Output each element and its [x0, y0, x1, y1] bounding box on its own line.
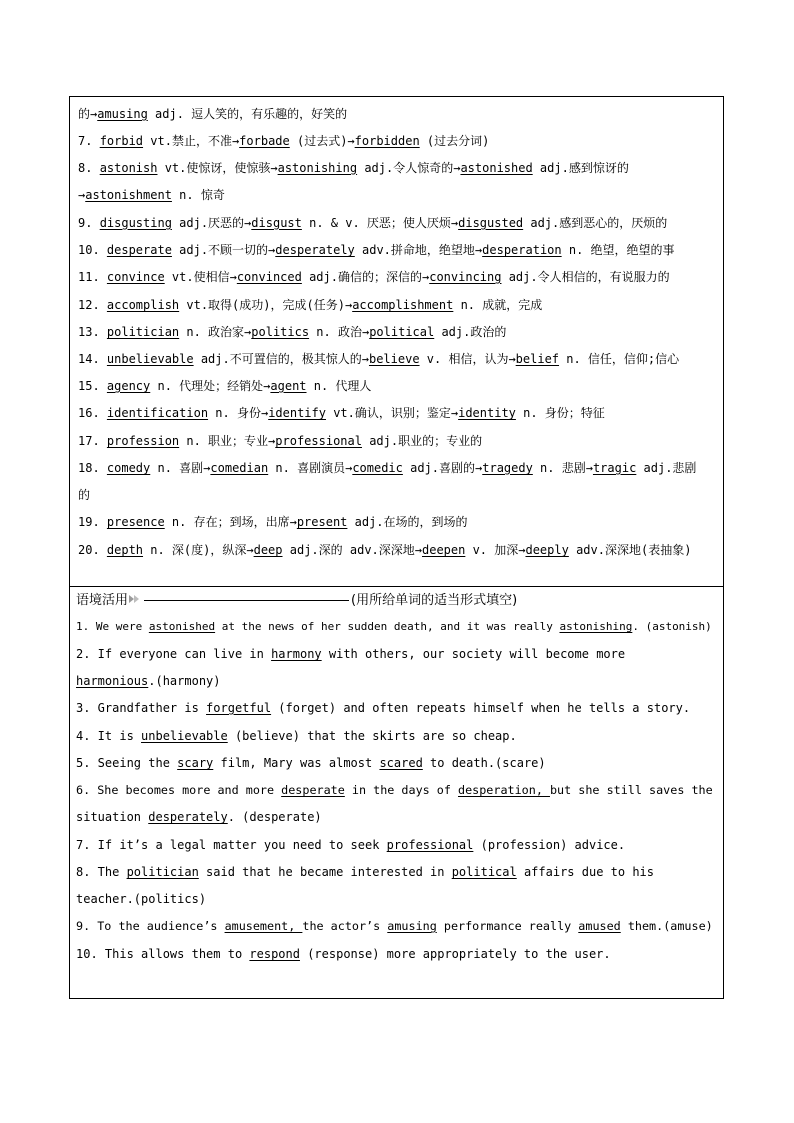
vocab-line [78, 458, 719, 478]
vocab-text: adj.喜剧的→ [402, 461, 483, 475]
answer-word: believe [368, 352, 420, 366]
exercise-text: (believe) that the skirts are so cheap. [227, 729, 517, 743]
answer-word: astonished [460, 161, 533, 175]
vocab-text: 16. [78, 406, 107, 420]
vocab-line [78, 185, 719, 205]
vocab-line [78, 485, 719, 505]
vocab-line [78, 104, 719, 124]
answer-word: disgusted [458, 216, 524, 230]
exercise-line [76, 862, 719, 882]
exercise-text: 2. If everyone can live in [76, 647, 272, 661]
vocab-text: n. 职业；专业→ [179, 434, 276, 448]
vocab-text: adj.悲剧 [636, 461, 697, 475]
exercise-text: . (desperate) [227, 810, 322, 824]
exercise-text: 1. We were [76, 620, 149, 633]
vocabulary-box [69, 96, 724, 587]
answer-word: astonishing [559, 620, 633, 633]
exercise-text: (response) more appropriately to the user. [299, 947, 611, 961]
exercise-line [76, 780, 719, 800]
exercise-line [76, 889, 719, 909]
answer-word: amused [578, 919, 621, 933]
exercise-box [69, 587, 724, 999]
answer-word: deepen [422, 543, 466, 557]
exercise-text: 10. This allows them to [76, 947, 250, 961]
answer-word: tragic [592, 461, 637, 475]
vocab-text: n. 喜剧→ [150, 461, 211, 475]
exercise-text: with others, our society will become more [321, 647, 626, 661]
vocab-text: vt.禁止，不准→ [143, 134, 240, 148]
double-arrow-icon [128, 592, 142, 606]
answer-word: desperately [275, 243, 355, 257]
exercise-text: the actor’s [302, 919, 388, 933]
vocab-line [78, 403, 719, 423]
exercise-line [76, 916, 719, 936]
vocab-text: 17. [78, 434, 107, 448]
exercise-text: performance really [436, 919, 579, 933]
vocab-text: adj.政治的 [434, 325, 507, 339]
vocab-line [78, 512, 719, 532]
exercise-text: said that he became interested in [198, 865, 452, 879]
answer-word: scared [379, 756, 423, 770]
vocab-text: 的→ [78, 107, 98, 121]
answer-word: desperate [106, 243, 172, 257]
exercise-text: film, Mary was almost [213, 756, 380, 770]
vocab-text: adj.感到惊讶的 [532, 161, 629, 175]
vocab-text: adj.在场的，到场的 [347, 515, 468, 529]
exercise-line [76, 835, 719, 855]
answer-word: convince [106, 270, 165, 284]
answer-word: present [296, 515, 348, 529]
vocab-text: adj.深的 adv.深深地→ [282, 543, 422, 557]
exercise-line [76, 753, 719, 773]
exercise-line [76, 617, 719, 637]
vocab-text: n. & v. 厌恶；使人厌烦→ [301, 216, 459, 230]
answer-word: agent [270, 379, 307, 393]
answer-word: tragedy [482, 461, 533, 475]
vocab-text: n. 悲剧→ [532, 461, 593, 475]
exercise-text: 4. It is [76, 729, 142, 743]
exercise-text: 5. Seeing the [76, 756, 178, 770]
exercise-text: affairs due to his [516, 865, 655, 879]
answer-word: belief [515, 352, 560, 366]
answer-word: politics [251, 325, 310, 339]
vocab-text: n. 代理处；经销处→ [150, 379, 271, 393]
vocab-text: adv.拼命地，绝望地→ [354, 243, 483, 257]
answer-word: harmonious [76, 674, 149, 688]
vocab-text: n. 政治家→ [179, 325, 252, 339]
exercise-text: 8. The [76, 865, 127, 879]
exercise-text: situation [76, 810, 149, 824]
vocab-text: vt.使相信→ [164, 270, 237, 284]
answer-word: amusing [387, 919, 437, 933]
answer-word: scary [177, 756, 214, 770]
answer-word: desperately [148, 810, 228, 824]
answer-word: respond [249, 947, 300, 961]
vocab-line [78, 322, 719, 342]
vocab-text: n. 喜剧演员→ [268, 461, 353, 475]
vocab-text: 的 [78, 488, 91, 502]
vocab-text: n. 存在；到场，出席→ [164, 515, 297, 529]
vocab-text: → [78, 188, 86, 202]
answer-word: harmony [271, 647, 322, 661]
answer-word: forbidden [354, 134, 420, 148]
answer-word: astonish [99, 161, 158, 175]
exercise-text: at the news of her sudden death, and it was really [215, 620, 560, 633]
answer-word: amusement, [224, 919, 303, 933]
answer-word: convincing [429, 270, 502, 284]
vocab-text: 14. [78, 352, 107, 366]
vocab-text: v. 相信，认为→ [419, 352, 516, 366]
vocab-text: (过去式)→ [289, 134, 355, 148]
vocab-text: 18. [78, 461, 107, 475]
answer-word: agency [106, 379, 151, 393]
answer-word: identification [106, 406, 209, 420]
answer-word: comedian [210, 461, 269, 475]
vocab-line [78, 131, 719, 151]
exercise-line [76, 807, 719, 827]
vocab-text: 9. [78, 216, 100, 230]
exercise-text: 7. If it’s a legal matter you need to seek [76, 838, 387, 852]
exercise-text: teacher.(politics) [76, 892, 207, 906]
vocab-text: n. 身份；特征 [515, 406, 605, 420]
vocab-line [78, 267, 719, 287]
answer-word: disgust [251, 216, 302, 230]
answer-word: profession [106, 434, 180, 448]
exercise-line [76, 644, 719, 664]
vocab-text: n. 信任，信仰;信心 [559, 352, 680, 366]
answer-word: depth [106, 543, 144, 557]
vocab-text: 10. [78, 243, 107, 257]
section-instruction: (用所给单词的适当形式填空) [351, 593, 518, 608]
vocab-line [78, 295, 719, 315]
vocab-text: 12. [78, 298, 107, 312]
vocab-text: 15. [78, 379, 107, 393]
answer-word: professional [275, 434, 362, 448]
answer-word: desperation [482, 243, 562, 257]
answer-word: professional [386, 838, 474, 852]
vocab-text: n. 成就，完成 [453, 298, 543, 312]
exercise-line [76, 698, 719, 718]
answer-word: politician [106, 325, 180, 339]
answer-word: convinced [236, 270, 302, 284]
vocab-text: 8. [78, 161, 100, 175]
answer-word: astonishing [277, 161, 358, 175]
vocab-line [78, 349, 719, 369]
vocab-line [78, 213, 719, 233]
answer-word: desperate [281, 783, 345, 797]
exercise-text: .(harmony) [148, 674, 221, 688]
exercise-text: them.(amuse) [620, 919, 713, 933]
vocab-text: adj. 逗人笑的，有乐趣的，好笑的 [147, 107, 348, 121]
vocab-text: 20. [78, 543, 107, 557]
exercise-text: but she still saves the [549, 783, 713, 797]
exercise-line [76, 726, 719, 746]
answer-word: forbade [239, 134, 290, 148]
section-heading [76, 591, 517, 611]
heading-rule [144, 600, 349, 601]
vocab-text: vt.确认，识别；鉴定→ [325, 406, 459, 420]
answer-word: unbelievable [141, 729, 228, 743]
vocab-text: n. 政治→ [309, 325, 370, 339]
exercise-text: 3. Grandfather is [76, 701, 207, 715]
vocab-text: 11. [78, 270, 107, 284]
answer-word: unbelievable [106, 352, 194, 366]
section-title: 语境活用 [76, 593, 129, 608]
vocab-text: n. 惊奇 [171, 188, 225, 202]
vocab-text: adv.深深地(表抽象) [568, 543, 692, 557]
vocab-text: n. 绝望，绝望的事 [561, 243, 675, 257]
vocab-line [78, 240, 719, 260]
vocab-text: adj.不可置信的，极其惊人的→ [193, 352, 369, 366]
vocab-text: v. 加深→ [465, 543, 526, 557]
answer-word: accomplish [106, 298, 180, 312]
vocab-text: n. 代理人 [306, 379, 372, 393]
vocab-text: adj.不顾一切的→ [171, 243, 276, 257]
exercise-text: (profession) advice. [473, 838, 626, 852]
vocab-text: n. 身份→ [208, 406, 269, 420]
vocab-line [78, 540, 719, 560]
exercise-text: (forget) and often repeats himself when he tells a story. [271, 701, 691, 715]
answer-word: identify [268, 406, 326, 420]
vocab-text: 19. [78, 515, 107, 529]
vocab-text: adj.令人惊奇的→ [357, 161, 461, 175]
answer-word: amusing [97, 107, 148, 121]
vocab-text: adj.令人相信的，有说服力的 [501, 270, 670, 284]
exercise-text: 9. To the audience’s [76, 919, 225, 933]
exercise-text: 6. She becomes more and more [76, 783, 282, 797]
answer-word: political [369, 325, 435, 339]
exercise-text: in the days of [344, 783, 459, 797]
vocab-line [78, 376, 719, 396]
vocab-text: vt.取得(成功)，完成(任务)→ [179, 298, 353, 312]
vocab-text: n. 深(度)，纵深→ [143, 543, 254, 557]
vocab-text: adj.确信的；深信的→ [301, 270, 430, 284]
vocab-line [78, 431, 719, 451]
answer-word: forbid [99, 134, 144, 148]
vocab-text: (过去分词) [419, 134, 490, 148]
answer-word: political [451, 865, 517, 879]
vocab-text: adj.职业的；专业的 [361, 434, 483, 448]
answer-word: presence [106, 515, 165, 529]
answer-word: disgusting [99, 216, 172, 230]
answer-word: astonished [148, 620, 216, 633]
answer-word: identity [458, 406, 516, 420]
answer-word: politician [126, 865, 199, 879]
exercise-line [76, 944, 719, 964]
vocab-text: adj.感到恶心的，厌烦的 [523, 216, 668, 230]
vocab-text: 7. [78, 134, 100, 148]
exercise-text: . (astonish) [632, 620, 712, 633]
answer-word: accomplishment [352, 298, 454, 312]
answer-word: deep [253, 543, 283, 557]
vocab-text: 13. [78, 325, 107, 339]
answer-word: desperation, [458, 783, 550, 797]
answer-word: deeply [525, 543, 569, 557]
exercise-line [76, 671, 719, 691]
answer-word: astonishment [85, 188, 172, 202]
answer-word: comedic [352, 461, 403, 475]
vocab-text: vt.使惊讶，使惊骇→ [157, 161, 278, 175]
answer-word: forgetful [206, 701, 272, 715]
vocab-text: adj.厌恶的→ [171, 216, 252, 230]
answer-word: comedy [106, 461, 151, 475]
exercise-text: to death.(scare) [422, 756, 546, 770]
vocab-line [78, 158, 719, 178]
